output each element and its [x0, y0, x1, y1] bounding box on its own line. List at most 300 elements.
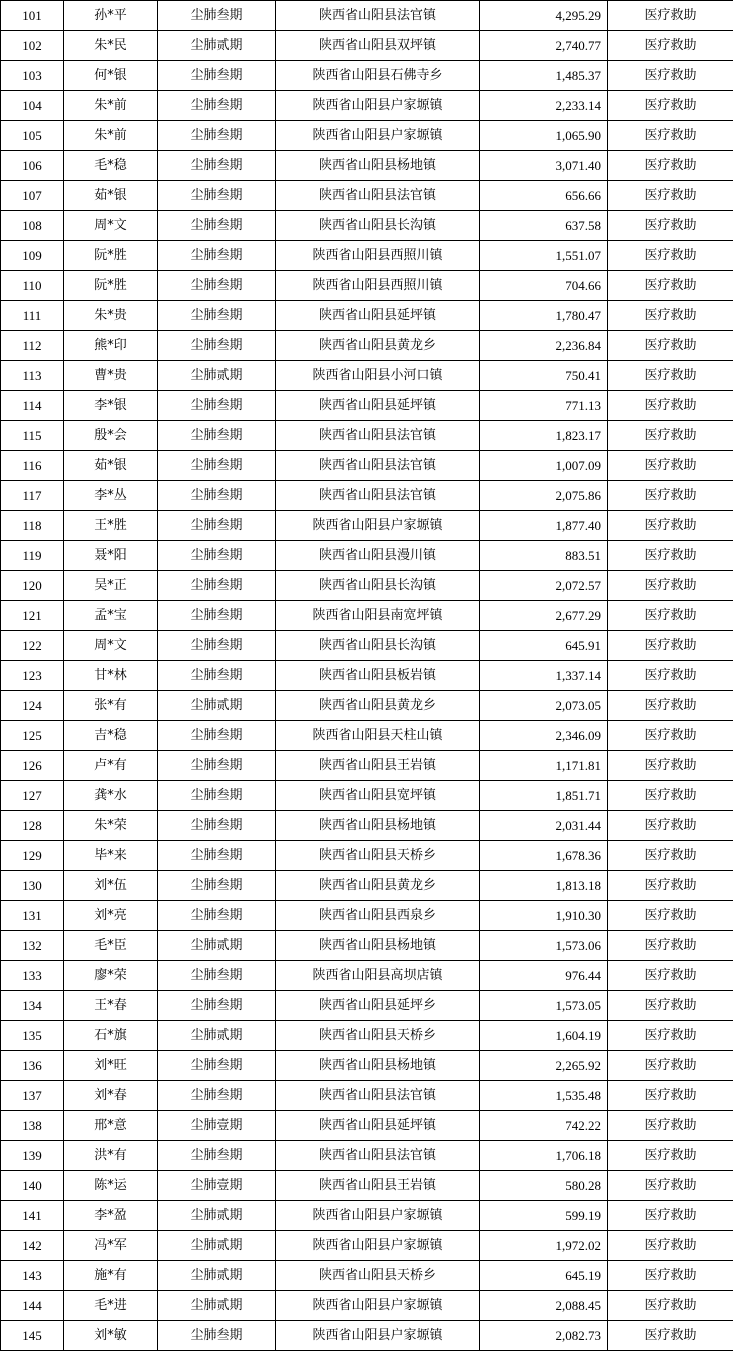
table-row: [1, 781, 733, 811]
person-name-cell: 邢*意: [64, 1111, 158, 1141]
address-cell: 陕西省山阳县漫川镇: [276, 541, 480, 571]
table-row: [1, 811, 733, 841]
row-number-cell: 136: [1, 1051, 64, 1081]
relief-type-cell: 医疗救助: [608, 121, 733, 151]
table-row: [1, 721, 733, 751]
amount-cell: 1,485.37: [480, 61, 608, 91]
table-row: [1, 631, 733, 661]
address-cell: 陕西省山阳县王岩镇: [276, 1171, 480, 1201]
person-name-cell: 朱*前: [64, 121, 158, 151]
relief-type-cell: 医疗救助: [608, 751, 733, 781]
disease-stage-cell: 尘肺叁期: [158, 661, 276, 691]
address-cell: 陕西省山阳县宽坪镇: [276, 781, 480, 811]
row-number-cell: 105: [1, 121, 64, 151]
amount-cell: 2,677.29: [480, 601, 608, 631]
amount-cell: 1,007.09: [480, 451, 608, 481]
row-number-cell: 130: [1, 871, 64, 901]
disease-stage-cell: 尘肺贰期: [158, 1021, 276, 1051]
row-number-cell: 103: [1, 61, 64, 91]
person-name-cell: 阮*胜: [64, 241, 158, 271]
address-cell: 陕西省山阳县户家塬镇: [276, 1201, 480, 1231]
amount-cell: 1,573.06: [480, 931, 608, 961]
row-number-cell: 140: [1, 1171, 64, 1201]
person-name-cell: 刘*伍: [64, 871, 158, 901]
disease-stage-cell: 尘肺贰期: [158, 1231, 276, 1261]
relief-type-cell: 医疗救助: [608, 931, 733, 961]
disease-stage-cell: 尘肺叁期: [158, 391, 276, 421]
amount-cell: 4,295.29: [480, 1, 608, 31]
table-row: [1, 991, 733, 1021]
table-row: [1, 1171, 733, 1201]
relief-type-cell: 医疗救助: [608, 211, 733, 241]
person-name-cell: 何*银: [64, 61, 158, 91]
address-cell: 陕西省山阳县户家塬镇: [276, 91, 480, 121]
table-row: [1, 241, 733, 271]
row-number-cell: 113: [1, 361, 64, 391]
row-number-cell: 144: [1, 1291, 64, 1321]
amount-cell: 704.66: [480, 271, 608, 301]
person-name-cell: 刘*旺: [64, 1051, 158, 1081]
person-name-cell: 阮*胜: [64, 271, 158, 301]
disease-stage-cell: 尘肺叁期: [158, 751, 276, 781]
address-cell: 陕西省山阳县杨地镇: [276, 1051, 480, 1081]
table-row: [1, 1321, 733, 1351]
row-number-cell: 117: [1, 481, 64, 511]
relief-type-cell: 医疗救助: [608, 841, 733, 871]
disease-stage-cell: 尘肺贰期: [158, 1201, 276, 1231]
relief-type-cell: 医疗救助: [608, 961, 733, 991]
address-cell: 陕西省山阳县双坪镇: [276, 31, 480, 61]
row-number-cell: 129: [1, 841, 64, 871]
row-number-cell: 126: [1, 751, 64, 781]
address-cell: 陕西省山阳县法官镇: [276, 181, 480, 211]
amount-cell: 2,031.44: [480, 811, 608, 841]
amount-cell: 2,346.09: [480, 721, 608, 751]
table-row: [1, 931, 733, 961]
address-cell: 陕西省山阳县户家塬镇: [276, 1291, 480, 1321]
row-number-cell: 115: [1, 421, 64, 451]
disease-stage-cell: 尘肺叁期: [158, 151, 276, 181]
disease-stage-cell: 尘肺叁期: [158, 541, 276, 571]
row-number-cell: 143: [1, 1261, 64, 1291]
amount-cell: 2,072.57: [480, 571, 608, 601]
address-cell: 陕西省山阳县长沟镇: [276, 571, 480, 601]
person-name-cell: 孙*平: [64, 1, 158, 31]
table-row: [1, 961, 733, 991]
disease-stage-cell: 尘肺叁期: [158, 91, 276, 121]
disease-stage-cell: 尘肺叁期: [158, 61, 276, 91]
address-cell: 陕西省山阳县杨地镇: [276, 931, 480, 961]
table-row: [1, 901, 733, 931]
table-row: [1, 1, 733, 31]
address-cell: 陕西省山阳县延坪乡: [276, 991, 480, 1021]
person-name-cell: 毛*臣: [64, 931, 158, 961]
amount-cell: 1,823.17: [480, 421, 608, 451]
address-cell: 陕西省山阳县延坪镇: [276, 301, 480, 331]
relief-type-cell: 医疗救助: [608, 61, 733, 91]
disease-stage-cell: 尘肺叁期: [158, 811, 276, 841]
relief-type-cell: 医疗救助: [608, 1081, 733, 1111]
relief-type-cell: 医疗救助: [608, 1231, 733, 1261]
row-number-cell: 109: [1, 241, 64, 271]
row-number-cell: 142: [1, 1231, 64, 1261]
amount-cell: 742.22: [480, 1111, 608, 1141]
relief-type-cell: 医疗救助: [608, 301, 733, 331]
relief-type-cell: 医疗救助: [608, 1261, 733, 1291]
relief-type-cell: 医疗救助: [608, 151, 733, 181]
disease-stage-cell: 尘肺叁期: [158, 1321, 276, 1351]
relief-type-cell: 医疗救助: [608, 1, 733, 31]
disease-stage-cell: 尘肺叁期: [158, 1051, 276, 1081]
amount-cell: 656.66: [480, 181, 608, 211]
row-number-cell: 138: [1, 1111, 64, 1141]
address-cell: 陕西省山阳县法官镇: [276, 1141, 480, 1171]
address-cell: 陕西省山阳县户家塬镇: [276, 121, 480, 151]
amount-cell: 3,071.40: [480, 151, 608, 181]
row-number-cell: 116: [1, 451, 64, 481]
amount-cell: 1,535.48: [480, 1081, 608, 1111]
row-number-cell: 134: [1, 991, 64, 1021]
disease-stage-cell: 尘肺叁期: [158, 211, 276, 241]
amount-cell: 1,706.18: [480, 1141, 608, 1171]
amount-cell: 976.44: [480, 961, 608, 991]
address-cell: 陕西省山阳县南宽坪镇: [276, 601, 480, 631]
amount-cell: 2,088.45: [480, 1291, 608, 1321]
row-number-cell: 124: [1, 691, 64, 721]
address-cell: 陕西省山阳县天桥乡: [276, 1261, 480, 1291]
disease-stage-cell: 尘肺叁期: [158, 571, 276, 601]
disease-stage-cell: 尘肺叁期: [158, 1141, 276, 1171]
address-cell: 陕西省山阳县杨地镇: [276, 151, 480, 181]
person-name-cell: 朱*荣: [64, 811, 158, 841]
amount-cell: 599.19: [480, 1201, 608, 1231]
person-name-cell: 卢*有: [64, 751, 158, 781]
person-name-cell: 施*有: [64, 1261, 158, 1291]
row-number-cell: 132: [1, 931, 64, 961]
disease-stage-cell: 尘肺叁期: [158, 871, 276, 901]
person-name-cell: 聂*阳: [64, 541, 158, 571]
address-cell: 陕西省山阳县西照川镇: [276, 271, 480, 301]
address-cell: 陕西省山阳县延坪镇: [276, 1111, 480, 1141]
table-row: [1, 511, 733, 541]
relief-type-cell: 医疗救助: [608, 241, 733, 271]
table-body: [1, 1, 733, 1351]
table-row: [1, 1021, 733, 1051]
address-cell: 陕西省山阳县西泉乡: [276, 901, 480, 931]
relief-type-cell: 医疗救助: [608, 571, 733, 601]
relief-type-cell: 医疗救助: [608, 631, 733, 661]
person-name-cell: 刘*春: [64, 1081, 158, 1111]
person-name-cell: 王*胜: [64, 511, 158, 541]
row-number-cell: 106: [1, 151, 64, 181]
amount-cell: 1,813.18: [480, 871, 608, 901]
row-number-cell: 137: [1, 1081, 64, 1111]
amount-cell: 1,171.81: [480, 751, 608, 781]
disease-stage-cell: 尘肺叁期: [158, 721, 276, 751]
person-name-cell: 毛*稳: [64, 151, 158, 181]
row-number-cell: 125: [1, 721, 64, 751]
person-name-cell: 刘*亮: [64, 901, 158, 931]
relief-type-cell: 医疗救助: [608, 91, 733, 121]
relief-type-cell: 医疗救助: [608, 1021, 733, 1051]
person-name-cell: 朱*贵: [64, 301, 158, 331]
person-name-cell: 茹*银: [64, 451, 158, 481]
amount-cell: 2,265.92: [480, 1051, 608, 1081]
row-number-cell: 141: [1, 1201, 64, 1231]
address-cell: 陕西省山阳县延坪镇: [276, 391, 480, 421]
amount-cell: 1,337.14: [480, 661, 608, 691]
person-name-cell: 毛*进: [64, 1291, 158, 1321]
table-row: [1, 91, 733, 121]
table-row: [1, 751, 733, 781]
disease-stage-cell: 尘肺叁期: [158, 631, 276, 661]
person-name-cell: 毕*来: [64, 841, 158, 871]
row-number-cell: 145: [1, 1321, 64, 1351]
disease-stage-cell: 尘肺叁期: [158, 241, 276, 271]
row-number-cell: 131: [1, 901, 64, 931]
row-number-cell: 118: [1, 511, 64, 541]
address-cell: 陕西省山阳县杨地镇: [276, 811, 480, 841]
disease-stage-cell: 尘肺壹期: [158, 1111, 276, 1141]
person-name-cell: 冯*军: [64, 1231, 158, 1261]
relief-type-cell: 医疗救助: [608, 31, 733, 61]
row-number-cell: 120: [1, 571, 64, 601]
table-row: [1, 151, 733, 181]
table-row: [1, 571, 733, 601]
disease-stage-cell: 尘肺叁期: [158, 181, 276, 211]
table-row: [1, 541, 733, 571]
person-name-cell: 廖*荣: [64, 961, 158, 991]
row-number-cell: 127: [1, 781, 64, 811]
person-name-cell: 龚*水: [64, 781, 158, 811]
row-number-cell: 111: [1, 301, 64, 331]
table-row: [1, 481, 733, 511]
disease-stage-cell: 尘肺贰期: [158, 931, 276, 961]
person-name-cell: 张*有: [64, 691, 158, 721]
relief-type-cell: 医疗救助: [608, 1051, 733, 1081]
table-row: [1, 1081, 733, 1111]
row-number-cell: 104: [1, 91, 64, 121]
relief-type-cell: 医疗救助: [608, 271, 733, 301]
relief-type-cell: 医疗救助: [608, 691, 733, 721]
relief-type-cell: 医疗救助: [608, 1111, 733, 1141]
disease-stage-cell: 尘肺叁期: [158, 271, 276, 301]
address-cell: 陕西省山阳县法官镇: [276, 1081, 480, 1111]
person-name-cell: 吉*稳: [64, 721, 158, 751]
row-number-cell: 122: [1, 631, 64, 661]
relief-type-cell: 医疗救助: [608, 481, 733, 511]
row-number-cell: 110: [1, 271, 64, 301]
row-number-cell: 121: [1, 601, 64, 631]
disease-stage-cell: 尘肺贰期: [158, 691, 276, 721]
amount-cell: 1,065.90: [480, 121, 608, 151]
person-name-cell: 朱*民: [64, 31, 158, 61]
table-row: [1, 661, 733, 691]
table-row: [1, 421, 733, 451]
relief-type-cell: 医疗救助: [608, 991, 733, 1021]
relief-type-cell: 医疗救助: [608, 1321, 733, 1351]
disease-stage-cell: 尘肺叁期: [158, 121, 276, 151]
person-name-cell: 熊*印: [64, 331, 158, 361]
person-name-cell: 石*旗: [64, 1021, 158, 1051]
table-row: [1, 1261, 733, 1291]
row-number-cell: 119: [1, 541, 64, 571]
table-row: [1, 1201, 733, 1231]
person-name-cell: 李*银: [64, 391, 158, 421]
disease-stage-cell: 尘肺叁期: [158, 421, 276, 451]
row-number-cell: 123: [1, 661, 64, 691]
row-number-cell: 101: [1, 1, 64, 31]
relief-type-cell: 医疗救助: [608, 451, 733, 481]
amount-cell: 750.41: [480, 361, 608, 391]
row-number-cell: 139: [1, 1141, 64, 1171]
amount-cell: 1,678.36: [480, 841, 608, 871]
amount-cell: 1,551.07: [480, 241, 608, 271]
address-cell: 陕西省山阳县长沟镇: [276, 631, 480, 661]
amount-cell: 1,851.71: [480, 781, 608, 811]
row-number-cell: 114: [1, 391, 64, 421]
relief-type-cell: 医疗救助: [608, 391, 733, 421]
relief-type-cell: 医疗救助: [608, 1291, 733, 1321]
amount-cell: 2,082.73: [480, 1321, 608, 1351]
relief-type-cell: 医疗救助: [608, 871, 733, 901]
amount-cell: 1,573.05: [480, 991, 608, 1021]
address-cell: 陕西省山阳县石佛寺乡: [276, 61, 480, 91]
table-row: [1, 391, 733, 421]
disease-stage-cell: 尘肺叁期: [158, 601, 276, 631]
address-cell: 陕西省山阳县西照川镇: [276, 241, 480, 271]
table-row: [1, 691, 733, 721]
relief-type-cell: 医疗救助: [608, 1141, 733, 1171]
row-number-cell: 128: [1, 811, 64, 841]
amount-cell: 580.28: [480, 1171, 608, 1201]
table-row: [1, 1231, 733, 1261]
relief-type-cell: 医疗救助: [608, 361, 733, 391]
row-number-cell: 102: [1, 31, 64, 61]
address-cell: 陕西省山阳县高坝店镇: [276, 961, 480, 991]
amount-cell: 2,740.77: [480, 31, 608, 61]
amount-cell: 771.13: [480, 391, 608, 421]
relief-type-cell: 医疗救助: [608, 811, 733, 841]
amount-cell: 883.51: [480, 541, 608, 571]
address-cell: 陕西省山阳县小河口镇: [276, 361, 480, 391]
amount-cell: 637.58: [480, 211, 608, 241]
amount-cell: 2,233.14: [480, 91, 608, 121]
relief-type-cell: 医疗救助: [608, 1171, 733, 1201]
address-cell: 陕西省山阳县黄龙乡: [276, 331, 480, 361]
address-cell: 陕西省山阳县王岩镇: [276, 751, 480, 781]
address-cell: 陕西省山阳县黄龙乡: [276, 691, 480, 721]
person-name-cell: 李*丛: [64, 481, 158, 511]
amount-cell: 1,604.19: [480, 1021, 608, 1051]
table-row: [1, 61, 733, 91]
relief-type-cell: 医疗救助: [608, 781, 733, 811]
person-name-cell: 甘*林: [64, 661, 158, 691]
address-cell: 陕西省山阳县天桥乡: [276, 841, 480, 871]
person-name-cell: 王*春: [64, 991, 158, 1021]
table-row: [1, 871, 733, 901]
disease-stage-cell: 尘肺叁期: [158, 481, 276, 511]
person-name-cell: 曹*贵: [64, 361, 158, 391]
amount-cell: 1,780.47: [480, 301, 608, 331]
disease-stage-cell: 尘肺壹期: [158, 1171, 276, 1201]
amount-cell: 645.91: [480, 631, 608, 661]
disease-stage-cell: 尘肺叁期: [158, 901, 276, 931]
amount-cell: 1,877.40: [480, 511, 608, 541]
disease-stage-cell: 尘肺叁期: [158, 961, 276, 991]
table-row: [1, 211, 733, 241]
address-cell: 陕西省山阳县板岩镇: [276, 661, 480, 691]
relief-type-cell: 医疗救助: [608, 721, 733, 751]
relief-type-cell: 医疗救助: [608, 601, 733, 631]
relief-type-cell: 医疗救助: [608, 541, 733, 571]
address-cell: 陕西省山阳县天桥乡: [276, 1021, 480, 1051]
disease-stage-cell: 尘肺叁期: [158, 991, 276, 1021]
amount-cell: 645.19: [480, 1261, 608, 1291]
relief-type-cell: 医疗救助: [608, 331, 733, 361]
table-row: [1, 121, 733, 151]
disease-stage-cell: 尘肺叁期: [158, 781, 276, 811]
table-row: [1, 181, 733, 211]
relief-type-cell: 医疗救助: [608, 661, 733, 691]
relief-type-cell: 医疗救助: [608, 181, 733, 211]
amount-cell: 2,073.05: [480, 691, 608, 721]
relief-type-cell: 医疗救助: [608, 511, 733, 541]
address-cell: 陕西省山阳县户家塬镇: [276, 511, 480, 541]
relief-type-cell: 医疗救助: [608, 421, 733, 451]
disease-stage-cell: 尘肺贰期: [158, 31, 276, 61]
row-number-cell: 107: [1, 181, 64, 211]
person-name-cell: 周*文: [64, 631, 158, 661]
row-number-cell: 133: [1, 961, 64, 991]
person-name-cell: 吴*正: [64, 571, 158, 601]
relief-type-cell: 医疗救助: [608, 1201, 733, 1231]
disease-stage-cell: 尘肺贰期: [158, 361, 276, 391]
table-row: [1, 1111, 733, 1141]
table-row: [1, 271, 733, 301]
person-name-cell: 洪*有: [64, 1141, 158, 1171]
person-name-cell: 陈*运: [64, 1171, 158, 1201]
address-cell: 陕西省山阳县长沟镇: [276, 211, 480, 241]
disease-stage-cell: 尘肺叁期: [158, 331, 276, 361]
disease-stage-cell: 尘肺叁期: [158, 1, 276, 31]
person-name-cell: 朱*前: [64, 91, 158, 121]
disease-stage-cell: 尘肺贰期: [158, 1291, 276, 1321]
address-cell: 陕西省山阳县法官镇: [276, 451, 480, 481]
table-row: [1, 31, 733, 61]
person-name-cell: 孟*宝: [64, 601, 158, 631]
address-cell: 陕西省山阳县法官镇: [276, 421, 480, 451]
address-cell: 陕西省山阳县法官镇: [276, 481, 480, 511]
person-name-cell: 茹*银: [64, 181, 158, 211]
disease-stage-cell: 尘肺叁期: [158, 301, 276, 331]
relief-type-cell: 医疗救助: [608, 901, 733, 931]
table-row: [1, 841, 733, 871]
amount-cell: 1,972.02: [480, 1231, 608, 1261]
address-cell: 陕西省山阳县黄龙乡: [276, 871, 480, 901]
disease-stage-cell: 尘肺叁期: [158, 451, 276, 481]
table-row: [1, 1051, 733, 1081]
table-row: [1, 601, 733, 631]
table-row: [1, 451, 733, 481]
row-number-cell: 108: [1, 211, 64, 241]
person-name-cell: 李*盈: [64, 1201, 158, 1231]
disease-stage-cell: 尘肺叁期: [158, 1081, 276, 1111]
address-cell: 陕西省山阳县户家塬镇: [276, 1231, 480, 1261]
amount-cell: 2,236.84: [480, 331, 608, 361]
disease-stage-cell: 尘肺叁期: [158, 511, 276, 541]
amount-cell: 1,910.30: [480, 901, 608, 931]
